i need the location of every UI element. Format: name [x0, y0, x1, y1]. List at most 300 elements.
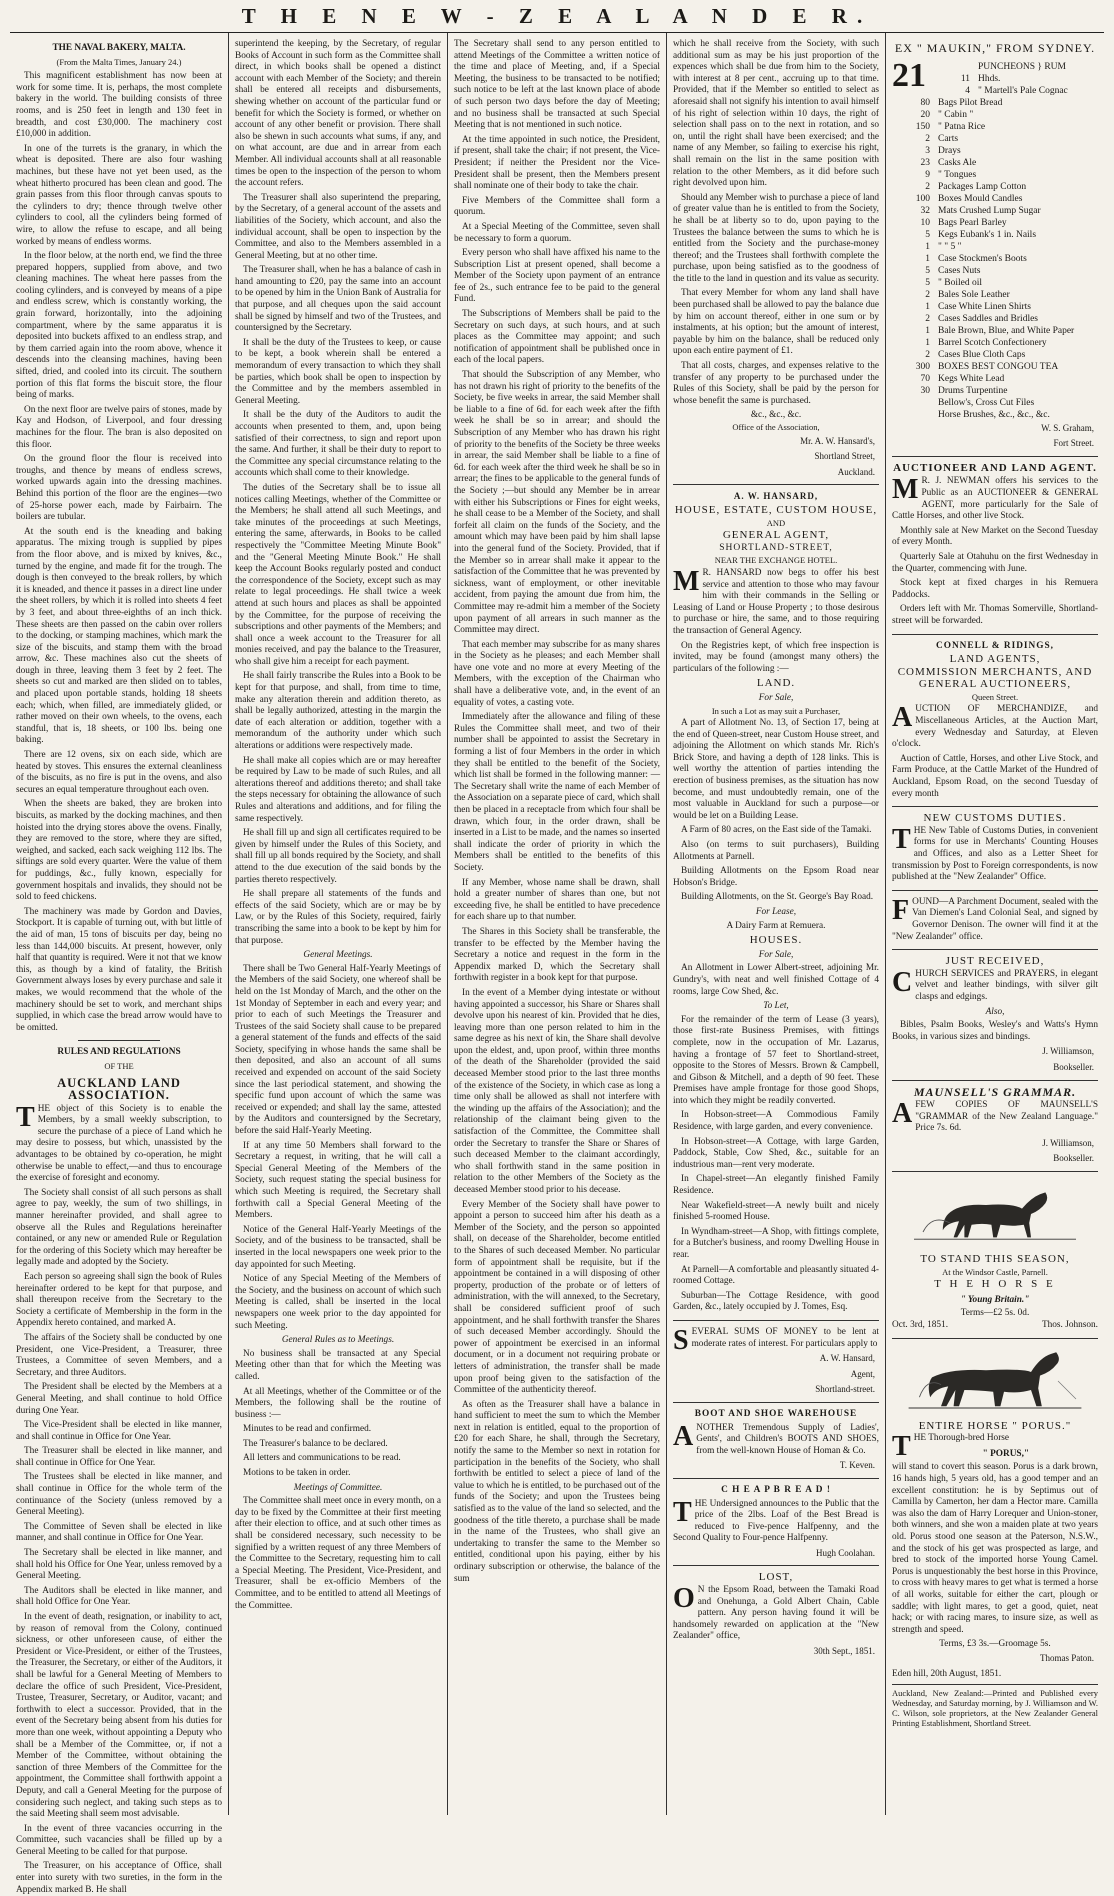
- to-let: To Let,: [763, 1001, 789, 1012]
- hansard-title-2: GENERAL AGENT,: [722, 529, 830, 542]
- graham-sig-1: W. S. Graham,: [1041, 422, 1094, 433]
- paragraph: Minutes to be read and confirmed.: [243, 1424, 372, 1435]
- paragraph: The Trustees shall be elected in like manner, and shall continue in Office for the whole term of the continuance of the Society (unless removed by a General Meeting).: [16, 1472, 222, 1518]
- divider: [673, 1478, 879, 1479]
- rules-of: OF THE: [104, 1060, 134, 1071]
- hansard-street: SHORTLAND-STREET,: [719, 542, 833, 553]
- paragraph: Every Member of the Society shall have power to appoint a person to succeed him after his death as a Member of the Society, and the person so appointed shall, on decease of the Shareholder, become entitled to the Shares of such deceased Member. No particular form of appointment shall be requisite, but if the appointment be contained in a will disposing of other property, production of the probate or of letters of administration, with the will annexed, to the Secretary, shall be considered sufficient proof of such appointment, and he shall forthwith transfer the Shares of such deceased Member accordingly. Should the power of appointment be exercised in an informal document, or in a document not requiring probate or letters of administration, the transfer shall be made upon proof being given to the satisfaction of the Committee of the authenticity thereof.: [454, 1199, 660, 1396]
- rules-body: [16, 1101, 223, 1896]
- dropcap: A: [892, 702, 913, 734]
- paragraph: At a Special Meeting of the Committee, seven shall be necessary to form a quorum.: [454, 221, 660, 244]
- paragraph: Notice of the General Half-Yearly Meetings of the Society, and of the business to be transacted, shall be inserted in the local newspapers one week prior to the day appointed for such Meeting.: [235, 1224, 441, 1270]
- paragraph: Suburban—The Cottage Residence, with good Garden, &c., lately occupied by J. Tomes, Esq.: [673, 1290, 879, 1313]
- divider: [892, 890, 1098, 891]
- cargo-row: [892, 121, 1098, 133]
- office-sig-3: Auckland.: [837, 466, 875, 477]
- land-for-sale: For Sale,: [758, 692, 794, 703]
- cargo-qty: 80: [920, 97, 930, 108]
- divider: [78, 1040, 160, 1041]
- column-2: [228, 33, 447, 1815]
- cargo-qty: 1: [925, 241, 930, 252]
- cargo-item: " Patna Rice: [938, 121, 986, 132]
- cargo-row: [892, 97, 1098, 109]
- paragraph: On the next floor are twelve pairs of stones, made by Kay and Hodson, of Liverpool, and four dressing machines for the flour. The bran is also deposited on this floor.: [16, 404, 222, 450]
- dropcap-a: A: [892, 1098, 913, 1130]
- stand-name: " Young Britain.": [960, 1294, 1030, 1305]
- columns: [10, 33, 1104, 1895]
- paragraph: superintend the keeping, by the Secretary, of regular Books of Account in such form as the Committee shall direct, in which books shall be opened a distinct account with each Member of the Society; and therein shall be entered all receipts and disbursements, shewing whether on account of the particular fund or benefit for which the Society is formed, or whether on account of any other benefit or provision. There shall also be shewn in such accounts what sums, if any, and on what account, are due and in arrear from each Member. All individual accounts shall at all reasonable times be open to the inspection of the person to whom the account refers.: [235, 39, 441, 189]
- cargo-qty: 2: [925, 313, 930, 324]
- cargo-item: " Martell's Pale Cognac: [978, 85, 1068, 96]
- general-meetings-body: [235, 964, 441, 1332]
- cargo-rows: [892, 56, 1098, 421]
- auct-title: AUCTIONEER AND LAND AGENT.: [893, 461, 1097, 474]
- paragraph: Auction of Cattle, Horses, and other Live Stock, and Farm Produce, at the Cattle Market of the Hundred of Auckland, Epsom Road, on the second Tuesday of every month: [892, 753, 1098, 799]
- meetings-committee-title: Meetings of Committee.: [293, 1482, 383, 1493]
- cargo-row: [932, 85, 1098, 97]
- cargo-item: Kegs White Lead: [938, 373, 1005, 384]
- boot-title: BOOT AND SHOE WAREHOUSE: [694, 1408, 858, 1419]
- paragraph: Immediately after the allowance and filing of these Rules the Committee shall meet, and two of their number shall be appointed to assist the Secretary in forming a list of four Members in the order in which they shall be entitled to the benefit of the Society, which list shall be formed in the following manner: —The Secretary shall write the name of each Member of the Association on a separate piece of card, which shall then be placed in a receptacle from which four shall be drawn, which four, in the order drawn, shall be inserted in a List to be made, and the names so inserted shall indicate the order of priority in which the Members shall be entitled to the benefits of this Society.: [454, 712, 660, 873]
- paragraph: The Society shall consist of all such persons as shall agree to pay, weekly, the sum of two shillings, in manner hereinafter provided, and shall agree to observe all the Rules and Regulations hereinafter contained, or any new or amended Rule or Regulation for the ordering of this Society which may hereafter be legally made and adopted by the Society.: [16, 1187, 222, 1268]
- houses-para: An Allotment in Lower Albert-street, adjoining Mr. Gundry's, with neat and well finished Cottage of 4 rooms, large Cow Shed, &c.: [673, 963, 879, 997]
- column-5: [885, 33, 1104, 1815]
- cargo-row: [892, 217, 1098, 229]
- paragraph: The Treasurer, on his acceptance of Office, shall enter into surety with two sureties, in the form in the Appendix marked B. He shall: [16, 1861, 222, 1895]
- cargo-item: Bale Brown, Blue, and White Paper: [938, 325, 1075, 336]
- dairy-line: A Dairy Farm at Remuera.: [726, 920, 826, 931]
- paragraph: The President shall be elected by the Members at a General Meeting, and shall continue to hold Office during One Year.: [16, 1382, 222, 1416]
- divider: [892, 1080, 1098, 1081]
- connell-body: [892, 704, 1098, 800]
- paragraph: In one of the turrets is the granary, in which the wheat is deposited. There are also four washing machines, but these have not yet been used, as the wheat hitherto procured has been clean and good. The grain passes from this floor through canvas spouts to the cylinders to dry; thence through twelve other cylinders to cool, all the cylinders being formed of wire, to allow the refuse to escape, and all being worked by means of endless worms.: [16, 143, 222, 247]
- hansard-and: AND: [766, 517, 786, 528]
- cargo-row: [892, 373, 1098, 385]
- paragraph: Also (on terms to suit purchasers), Building Allotments at Parnell.: [673, 840, 879, 862]
- stand-horse: T H E H O R S E: [934, 1278, 1056, 1291]
- paragraph: All letters and communications to be read.: [243, 1453, 401, 1464]
- church-para: CHURCH SERVICES and PRAYERS, in elegant velvet and leather bindings, with silver gilt clasps and edgings.: [892, 966, 1098, 1002]
- paragraph: When the sheets are baked, they are broken into biscuits, as marked by the docking machines, and then hoisted into the drying stores above the ovens. Finally, they are removed to the store, where they are sifted, weighed, and sacked, each sack weighing 112 lbs. The siftings are sold every quarter. Were the value of them for puddings, &c., fully known, especially for government hospitals and invalids, they should not be sold to feed chickens.: [16, 799, 222, 903]
- paragraph: In Chapel-street—An elegantly finished Family Residence.: [673, 1174, 879, 1197]
- paragraph: There are 12 ovens, six on each side, which are heated by stoves. This ensures the external cleanliness of the biscuits, as no fire is put in the ovens, and also secures an equal temperature throughout each oven.: [16, 750, 222, 795]
- cargo-row: [932, 73, 1098, 85]
- bread-sig: Hugh Coolahan.: [816, 1547, 875, 1558]
- cargo-item: Bales Sole Leather: [938, 289, 1010, 300]
- cargo-row: [892, 289, 1098, 301]
- paragraph: At the south end is the kneading and baking apparatus. The mixing trough is supplied by pipes from the floor above, and is mixed by knives, &c., turned by the engine, and made fit for the trough. The dough is then conveyed to the break rollers, by which it is kneaded, and thence it passes in a direct line under the sheet rollers, by which it is rolled into sheets 4 feet by 3 feet, and about three-eighths of an inch thick. These sheets are then passed on the cabin over rollers to the docking, or stamping machines, which mark the size of the biscuits, and stamp them with the broad arrow, &c. These machines also cut the sheets of dough in three, leaving them 3 feet by 2 feet. The sheets so cut and marked are then slided on to tables, and placed upon portable stands, holding 18 sheets each; which, when filled, are immediately glided, or rather moved on their own wheels, to the ovens, each standful, that is, 18 sheets, or 100 lbs. being one baking.: [16, 526, 222, 746]
- cargo-qty: 20: [920, 109, 930, 120]
- cargo-qty: 5: [925, 265, 930, 276]
- general-rules-title: General Rules as to Meetings.: [281, 1335, 395, 1346]
- hansard-near: NEAR THE EXCHANGE HOTEL.: [714, 555, 838, 566]
- paragraph: On the ground floor the flour is received into troughs, and thence by means of endless screws, worked upwards again into the dressing machines. Behind this portion of the floor are the engines—two of 25-horse power each, made by Fairbairn. The boilers are tubular.: [16, 454, 222, 523]
- dropcap: M: [892, 474, 919, 506]
- paragraph: AUCTION OF MERCHANDIZE, and Miscellaneous Articles, at the Auction Mart, every Wednesday and Saturday, at Eleven o'clock.: [892, 702, 1098, 750]
- cargo-qty: [892, 409, 938, 421]
- cargo-item: Hhds.: [978, 73, 1001, 84]
- paragraph: For the remainder of the term of Lease (3 years), those first-rate Business Premises, with fittings complete, now in the occupation of Mr. Lazarus, having a frontage of 57 feet to Shortland-street, opposite to the Stores of Messrs. Brown & Campbell, and Gibson & Mitchell, and a depth of 90 feet. These Premises have ample frontage for those good Shops, into which they might be readily converted.: [673, 1014, 879, 1106]
- cargo-qty: 10: [920, 217, 930, 228]
- money-sig-2: Agent,: [850, 1368, 875, 1379]
- porus-para: will stand to covert this season. Porus is a dark brown, 16 hands high, 5 years old, has a good temper and an excellent constitution: he is by Septimus out of Camilla by Camerton, her dam a Hector mare. Camilla was also the dam of Harry Lorequer and Union-stoner, both winners, and she won a maiden plate at two years old. Porus stood one season at the Paterson, N.S.W., and the stock of his get was prospected as large, and bred to stock of the imported horse Young Camel. Porus is unquestionably the best horse in this Province, to cross with heavy mares to get what is termed a horse of all works, suitable for either the cart, plough or saddle; with light mares, to get a good, quiet, neat hack; or with racing mares, to insure size, as well as strength and speed.: [892, 1462, 1098, 1635]
- cargo-row: [892, 337, 1098, 349]
- houses-heading: HOUSES.: [749, 934, 803, 947]
- lost-date: 30th Sept., 1851.: [813, 1646, 875, 1657]
- paragraph: Building Allotments, on the St. George's Bay Road.: [681, 892, 874, 903]
- column-3: [447, 33, 666, 1815]
- dropcap-t: T: [892, 823, 911, 855]
- cargo-qty: 2: [925, 181, 930, 192]
- paragraph: Should any Member wish to purchase a piece of land of greater value than he is entitled to from the Society, he shall be at liberty so to do, upon paying to the Trustees the balance between the sums to which he is entitled from the Society and the purchase-money thereof; and the Trustees shall forthwith complete the purchase, upon being satisfied as to the goodness of the title to the land in question and its value as security.: [673, 192, 879, 284]
- porus-horse: THE Thorough-bred Horse: [892, 1431, 1010, 1463]
- paragraph: THE object of this Society is to enable the Members, by a small weekly subscription, to secure the purchase of a piece of Land which he may desire to possess, but which, unassisted by the advantages to be obtained by co-operation, he might otherwise be unable to effect,—and thus to encourage the exercise of foresight and economy.: [16, 1101, 222, 1184]
- cargo-row: [892, 133, 1098, 145]
- paragraph: In the floor below, at the north end, we find the three prepared hoppers, supplied from above, and two cleaning machines. The wheat here passes from the cooling cylinders, and is conveyed by means of a pipe and endless screw, which is constantly working, the grain forward, horizontally, into the adjoining compartment, where by the same apparatus it is deposited into buckets affixed to an endless strap, and by them carried again into the room above, whence it descends into the cleansing machines, having been sifted, dried, and cooled into its circuit. The southern portion of this flat forms the biscuit store, the flour being of marks.: [16, 251, 222, 401]
- paragraph: At all Meetings, whether of the Committee or of the Members, the following shall be the routine of business :—: [235, 1386, 441, 1420]
- connell-sub-3: GENERAL AUCTIONEERS,: [918, 678, 1072, 691]
- paragraph: In Hobson-street—A Cottage, with large Garden, Paddock, Stable, Cow Shed, &c., suitable for an industrious man—rent very moderate.: [673, 1136, 879, 1170]
- cargo-qty: 1: [925, 301, 930, 312]
- paragraph: A part of Allotment No. 13, of Section 17, being at the end of Queen-street, near Custom House street, and adjoining the Allotment on which stands Mr. Rich's Brick Store, and having a depth of 128 links. This is well worthy the attention of parties intending the erection of business premises, as the situation has now become, and must undoubtedly remain, one of the most valuable in Auckland for such a purpose—or would be let on a Building Lease.: [673, 718, 879, 821]
- wm-sig-1: J. Williamson,: [1042, 1046, 1094, 1057]
- stand-footer: [892, 1320, 1098, 1332]
- cargo-item: Horse Brushes, &c., &c., &c.: [938, 409, 1050, 420]
- paragraph: At the time appointed in such notice, the President, if present, shall take the chair; if not present, the Vice-President; if neither the President nor the Vice-President shall be present, then the Members present shall nominate one of their body to take the chair.: [454, 134, 660, 192]
- paragraph: The Auditors shall be elected in like manner, and shall hold Office for One Year.: [16, 1585, 222, 1608]
- cargo-item: Case Stockmen's Boots: [938, 253, 1027, 264]
- cargo-row: [892, 349, 1098, 361]
- money-sig-3: Shortland-street.: [815, 1384, 875, 1395]
- divider: [673, 1402, 879, 1403]
- stand-at: At the Windsor Castle, Parnell.: [942, 1266, 1048, 1277]
- gr-sig-2: Bookseller.: [1053, 1153, 1094, 1164]
- dropcap-t: T: [892, 1431, 911, 1463]
- cargo-qty: 2: [925, 289, 930, 300]
- cargo-qty: 1: [925, 337, 930, 348]
- divider: [892, 1338, 1098, 1339]
- divider: [892, 949, 1098, 950]
- paragraph: In the event of death, resignation, or inability to act, by reason of removal from the Colony, continued sickness, or other unforeseen cause, of either the President or Vice-President, or either of the Trustees, the Treasurer, the Secretary, or either of the Auditors, it shall be lawful for a General Meeting of Members to declare the office of such President, Vice-President, Trustee, Treasurer, Secretary, or Auditor, vacant; and forthwith to elect a successor. Provided, that in the event of the Secretary being absent from his duties for more than one week, without appointing a Deputy who shall be a Member of the Committee, or, if not a Member of the Committee, without obtaining the sanction of three Members of the Committee for the appointment, the Committee shall forthwith appoint a Deputy, and call a General Meeting for the purpose of considering such neglect, and taking such steps as to the said Meeting shall seem most advisable.: [16, 1612, 222, 1820]
- paragraph: In the event of three vacancies occurring in the Committee, such vacancies shall be filled up by a General Meeting to be called for that purpose.: [16, 1823, 222, 1857]
- paragraph: It shall be the duty of the Trustees to keep, or cause to be kept, a book wherein shall be entered a memorandum of every transaction to which they shall be parties, which book shall be open to inspection by the Committee and by the members assembled in General Meeting.: [235, 337, 441, 406]
- stand-sig: Thos. Johnson.: [1041, 1320, 1098, 1331]
- cargo-item: Kegs Eubank's 1 in. Nails: [938, 229, 1037, 240]
- paragraph: He shall prepare all statements of the funds and effects of the said Society, which are or may be by Law, or by the Rules of this Society, required, fairly transcribing the same into a book to be kept by him for that purpose.: [235, 889, 441, 946]
- cargo-list: [892, 56, 1098, 421]
- cargo-qty: 23: [920, 157, 930, 168]
- paragraph: which he shall receive from the Society, with such additional sum as may be his just proportion of the expences which shall be due from him to the Society, with interest at 8 per cent., accruing up to that time. Provided, that if the Member so entitled to select as aforesaid shall not signify his intention to avail himself of his right of selection within 10 days, the right of selection shall pass on to the next in rotation, and so on, until the right shall have been exercised; and the name of any Member, so failing to exercise his right, shall remain on the list in the same position with relation to the other Members, as it did before such right devolved upon him.: [673, 39, 879, 189]
- meetings-committee-body: [235, 1496, 441, 1612]
- cargo-item: Casks Ale: [938, 157, 977, 168]
- paragraph: If at any time 50 Members shall forward to the Secretary a request, in writing, that he will call a Special General Meeting of the Members of the Society, such request stating the special business for which such Meeting is required, the Secretary shall forthwith call a Special General Meeting of the Members.: [235, 1140, 441, 1221]
- cargo-qty: 70: [920, 373, 930, 384]
- cargo-item: " " 5 ": [938, 241, 962, 252]
- cargo-row: [892, 241, 1098, 253]
- cargo-row: [892, 157, 1098, 169]
- paragraph: In Hobson-street—A Commodious Family Residence, with large garden, and every convenience.: [673, 1110, 879, 1133]
- cargo-row: [932, 61, 1098, 73]
- grammar-para: AFEW COPIES OF MAUNSELL'S "GRAMMAR of the New Zealand Language." Price 7s. 6d.: [892, 1098, 1098, 1134]
- cargo-row: [892, 205, 1098, 217]
- cargo-qty: 2: [925, 349, 930, 360]
- divider: [673, 484, 879, 485]
- paragraph: As often as the Treasurer shall have a balance in hand sufficient to meet the sum to which the Member next in relation is entitled, equal to the proportion of £20 for each Share, he shall, through the Secretary, notify the same to the Member so next in rotation for participation in the benefits of the Society, who shall forthwith be entitled to select a piece of land of the value to which he is entitled, to be purchased out of the funds of the Society; and upon the Trustees being satisfied as to the value of the land so selected, and the goodness of the title thereto, a purchase shall be made in the name of the Trustees, who shall give an undertaking to transfer the same to the Member so entitled, conditional upon his paying, either by his ordinary subscription or otherwise, the balance of the sum: [454, 1399, 660, 1584]
- office-sig-2: Shortland Street,: [814, 451, 875, 462]
- cargo-item: Cases Blue Cloth Caps: [938, 349, 1026, 360]
- paragraph: He shall fill up and sign all certificates required to be given by himself under the Rules of this Society, and shall fill up all bonds required by the Society, and shall attend to the due execution of the said bonds by the parties thereto respectively.: [235, 828, 441, 885]
- money-sig-1: A. W. Hansard,: [819, 1353, 875, 1364]
- paragraph: The Committee of Seven shall be elected in like manner, and shall continue in Office for One Year.: [16, 1521, 222, 1544]
- cargo-row: [892, 361, 1098, 373]
- connell-sub-1: LAND AGENTS,: [949, 653, 1041, 666]
- paragraph: Five Members of the Committee shall form a quorum.: [454, 195, 660, 218]
- rules-body-4: [673, 39, 879, 407]
- lot-note: In such a Lot as may suit a Purchaser,: [711, 706, 841, 717]
- rules-body-3: [454, 39, 660, 1585]
- stand-date: Oct. 3rd, 1851.: [892, 1320, 949, 1331]
- cargo-item: Mats Crushed Lump Sugar: [938, 205, 1041, 216]
- paragraph: Orders left with Mr. Thomas Somerville, Shortland-street will be forwarded.: [892, 604, 1098, 626]
- divider: [673, 1565, 879, 1566]
- cargo-qty: 150: [915, 121, 930, 132]
- paragraph: That every Member for whom any land shall have been purchased shall be allowed to pay the balance due by him on account thereof, either in one sum or by instalments, at his option; but the amount of interest, payable by him on the balance, shall be reduced only upon each entire payment of £1.: [673, 288, 879, 357]
- printer-imprint: Auckland, New Zealand:—Printed and Published every Wednesday, and Saturday morning, by J. Williamson and W. C. Wilson, sole proprietors, at the New Zealander General Printing Establishment, Shortland Street.: [892, 1684, 1098, 1728]
- cargo-row: [892, 397, 1098, 409]
- cargo-row: [892, 109, 1098, 121]
- bakery-source: (From the Malta Times, January 24.): [56, 56, 182, 67]
- cargo-item: Drays: [938, 145, 961, 156]
- cargo-qty: 100: [915, 193, 930, 204]
- cargo-row: [892, 229, 1098, 241]
- gr-sig-1: J. Williamson,: [1042, 1137, 1094, 1148]
- cargo-qty: 2: [925, 133, 930, 144]
- paragraph: He shall make all copies which are or may hereafter be required by Law to be made of such Rules, and all alterations thereof and additions thereto; and shall take the steps necessary for obtaining the allowance of such Rules and alterations and additions, and for filing the same respectively.: [235, 755, 441, 824]
- porus-sig: Thomas Paton.: [1040, 1652, 1094, 1663]
- paragraph: On the Registries kept, of which free inspection is invited, may be found (amongst many others) the particulars of the following :—: [673, 640, 879, 674]
- paragraph: The Secretary shall send to any person entitled to attend Meetings of the Committee a written notice of the time and place of Meeting, and, if a Special Meeting, the business to be transacted to be notified; such notice to be left at the last known place of abode of such person two days before the day of Meeting; and no business shall be transacted at such Special Meeting that is not mentioned in such notice.: [454, 39, 660, 131]
- paragraph: The Treasurer shall also superintend the preparing, by the Secretary, of a general account of the assets and liabilities of the Society, which account, and also the individual account, shall be open to inspection by the Committee, and also to the Members assembled in a General Meeting, but at no other time.: [235, 192, 441, 261]
- divider: [673, 1320, 879, 1321]
- cargo-qty: 1: [925, 253, 930, 264]
- dropcap: T: [16, 1101, 35, 1133]
- cargo-qty: 1: [925, 325, 930, 336]
- stand-title: TO STAND THIS SEASON,: [920, 1253, 1070, 1266]
- porus-date: Eden hill, 20th August, 1851.: [892, 1668, 1002, 1679]
- paragraph: If any Member, whose name shall be drawn, shall hold a greater number of shares than one, but not exceeding five, he shall be entitled to have precedence for each share up to that number.: [454, 877, 660, 923]
- land-heading: LAND.: [756, 677, 796, 690]
- divider: [892, 1171, 1098, 1172]
- general-rules-body: [235, 1349, 441, 1480]
- divider: [892, 456, 1098, 457]
- paragraph: Building Allotments on the Epsom Road near Hobson's Bridge.: [673, 866, 879, 888]
- cargo-item: BOXES BEST CONGOU TEA: [938, 361, 1059, 372]
- paragraph: Monthly sale at New Market on the Second Tuesday of every Month.: [892, 525, 1098, 548]
- rules-title: RULES AND REGULATIONS: [57, 1047, 181, 1058]
- grammar-title: MAUNSELL'S GRAMMAR.: [913, 1084, 1077, 1099]
- cargo-row: [892, 385, 1098, 397]
- dropcap-f: F: [892, 894, 910, 926]
- cargo-row: [892, 325, 1098, 337]
- cargo-qty: 5: [925, 277, 930, 288]
- cargo-qty: 11: [960, 73, 970, 84]
- porus-terms: Terms, £3 3s.—Groomage 5s.: [939, 1639, 1051, 1650]
- cargo-big-number: 21: [892, 56, 926, 94]
- paragraph: That should the Subscription of any Member, who has not drawn his right of priority to the benefits of the Society, be five weeks in arrear, the said Member shall be liable to a fine of 6d. for each week after the fifth week he shall be so in arrear; and should the Subscription of any Member who has drawn his right of priority to the benefits of the Society be three weeks in arrear, the said Member shall be liable to a fine of 6d. for each week after the third week he shall be so in arrear; the fines to be applicable to the general funds of the Society ;—but should any Member be in arrear with either his Subscriptions or Fines for eight weeks, he shall cease to be a Member of the Society, and shall forfeit all claim on the funds of the Society, and the amount which may have been paid by him shall lapse into the general fund of the Society. Provided, that if the Member so in arrear shall make it appear to the satisfaction of the Committee that he was prevented by sickness, want of employment, or other inevitable accident, from paying the amount due from him, the Committee may re-admit him a member of the Society upon payment of all arrears in such manner as the Committee may direct.: [454, 370, 660, 636]
- paragraph: That each member may subscribe for as many shares in the Society as he pleases; and each Member shall have one vote and no more at every Meeting of the Members, with the exception of the Chairman who shall have a deliberative vote, and, in the event of an equality of votes, a casting vote.: [454, 639, 660, 708]
- auct-body: [892, 476, 1098, 627]
- hansard-body: [673, 565, 879, 675]
- money-para: SEVERAL SUMS OF MONEY to be lent at moderate rates of interest. For particulars apply to: [673, 1324, 879, 1356]
- paragraph: The Treasurer's balance to be declared.: [243, 1438, 388, 1449]
- dropcap-s: S: [673, 1324, 689, 1356]
- cargo-row: [892, 253, 1098, 265]
- ex-maukin-heading: EX " MAUKIN," FROM SYDNEY.: [894, 41, 1096, 55]
- column-4: [666, 33, 885, 1815]
- paragraph: Each person so agreeing shall sign the book of Rules hereinafter ordered to be kept for that purpose, and shall thereupon receive from the Secretary to the Society a certificate of Membership in the form in the Appendix hereto contained, and marked A.: [16, 1271, 222, 1329]
- rules-assoc: AUCKLAND LAND ASSOCIATION.: [57, 1076, 181, 1103]
- paragraph: The affairs of the Society shall be conducted by one President, one Vice-President, a Treasurer, three Trustees, a Committee of seven Members, and a Secretary, and three Auditors.: [16, 1332, 222, 1378]
- cargo-row: [892, 169, 1098, 181]
- cargo-item: Drums Turpentine: [938, 385, 1008, 396]
- etc-line: &c., &c., &c.: [750, 410, 802, 421]
- paragraph: The Treasurer shall be elected in like manner, and shall continue in Office for One Year.: [16, 1446, 222, 1468]
- boot-para: ANOTHER Tremendous Supply of Ladies', Gents', and Children's BOOTS AND SHOES, from the well-known House of Homan & Co.: [673, 1420, 879, 1456]
- paragraph: He shall fairly transcribe the Rules into a Book to be kept for that purpose, and shall, from time to time, make any alteration therein and addition thereto, as shall be legally authorized, attesting in the margin the date of each alteration or addition, together with a memorandum of the authority under which such alterations or additions were respectively made.: [235, 671, 441, 752]
- paragraph: The Shares in this Society shall be transferable, the transfer to be effected by the Member having the Secretary a notice and request in the form in the Appendix marked D, which the Secretary shall forthwith register in a book kept for that purpose.: [454, 926, 660, 984]
- bakery-title: THE NAVAL BAKERY, MALTA.: [52, 43, 186, 53]
- paragraph: The machinery was made by Gordon and Davies, Stockport. It is capable of turning out, with but little of the aid of man, 15 tons of biscuits per day, being no less than 144,000 biscuits. At present, however, only half that quantity is required. Were it not that we know this, as though by a kind of fatality, the British Government always loses by every purchase and sale it makes, we would recommend that the whole of the machinery should be set to work, and merchant ships supplied, in which case the bread arrow would have to be omitted.: [16, 906, 222, 1033]
- paragraph: The Secretary shall be elected in like manner, and shall hold his Office for One Year, unless removed by a General Meeting.: [16, 1548, 223, 1582]
- paragraph: That all costs, charges, and expenses relative to the transfer of any property to be purchased under the Rules of this Society, shall be paid by the person for whose benefit the same is purchased.: [673, 361, 879, 406]
- rules-body-2: [235, 39, 441, 947]
- lost-para: O N the Epsom Road, between the Tamaki Road and Onehunga, a Gold Albert Chain, Cable pattern. Any person having found it will be handsomely rewarded on application at the "New Zealander" office,: [673, 1583, 879, 1642]
- lost-title: LOST,: [758, 1571, 794, 1584]
- paragraph: Near Wakefield-street—A newly built and nicely finished 5-roomed House.: [673, 1200, 879, 1223]
- boot-sig: T. Keven.: [839, 1460, 875, 1471]
- paragraph: At Parnell—A comfortable and pleasantly situated 4-roomed Cottage.: [673, 1264, 879, 1287]
- paragraph: Motions to be taken in order.: [243, 1468, 351, 1479]
- cargo-qty: 300: [915, 361, 930, 372]
- customs-para: THE New Table of Customs Duties, in convenient forms for use in Merchants' Counting Houses and Offices, and also as a Letter Sheet for transmission by Post to Foreign correspondents, is now published at the "New Zealander" Office.: [892, 823, 1098, 883]
- hansard-title-1: HOUSE, ESTATE, CUSTOM HOUSE,: [674, 503, 878, 516]
- cargo-item: Cases Saddles and Bridles: [938, 313, 1039, 324]
- general-meetings-title: General Meetings.: [303, 950, 373, 961]
- porus-name: " PORUS,": [982, 1448, 1030, 1459]
- houses-for-sale: For Sale,: [758, 949, 794, 960]
- bibles-para: Bibles, Psalm Books, Wesley's and Watts's Hymn Books, in various sizes and bindings.: [892, 1020, 1098, 1042]
- cargo-qty: 9: [925, 169, 930, 180]
- paragraph: No business shall be transacted at any Special Meeting other than that for which the Meeting was called.: [235, 1348, 441, 1382]
- wm-sig-2: Bookseller.: [1053, 1061, 1094, 1072]
- office-line: Office of the Association,: [732, 422, 820, 432]
- dropcap-a: A: [673, 1420, 694, 1452]
- porus-title: ENTIRE HORSE " PORUS.": [918, 1419, 1072, 1432]
- bread-title: C H E A P B R E A D !: [721, 1484, 831, 1495]
- paragraph: A Farm of 80 acres, on the East side of the Tamaki.: [681, 825, 872, 836]
- paragraph: There shall be Two General Half-Yearly Meetings of the Members of the said Society, one whereof shall be held on the 1st Monday of March, and the other on the 1st Monday of September in each and every year; and prior to each of such Meetings the Treasurer and Trustees of the said Society shall cause to be prepared a general statement of the funds and effects of the said Society, specifying in whose hands the same shall be then deposited, and also an account of all sums received and expended on account of the said Society since the last periodical statement, and showing the specific fund upon account of which the same was received or expended; and shall lay the same, attested by the Auditors and countersigned by the Secretary, before the said Half-Yearly Meeting.: [235, 963, 441, 1137]
- cargo-row: [892, 313, 1098, 325]
- graham-sig-2: Fort Street.: [1053, 438, 1094, 449]
- bread-para: THE Undersigned announces to the Public that the price of the 2lbs. Loaf of the Best Bread is reduced to Five-pence Halfpenny, and the Second Quality to Four-pence Halfpenny.: [673, 1496, 879, 1544]
- for-lease: For Lease,: [755, 906, 797, 917]
- hansard-name: A. W. HANSARD,: [733, 491, 819, 502]
- stand-terms: Terms—£2 5s. 0d.: [960, 1308, 1030, 1319]
- dropcap: M: [673, 565, 700, 597]
- paragraph: M R. J. NEWMAN offers his services to the Public as an AUCTIONEER & GENERAL AGENT, more particularly for the Sale of Cattle Horses, and other live Stock.: [892, 474, 1098, 522]
- paragraph: M R. HANSARD now begs to offer his best service and attention to those who may favour him with their commands in the Selling or Leasing of Land or House Property ; to those desirous to purchase or hire, the same, and to those requiring the transaction of General Agency.: [673, 565, 879, 636]
- paragraph: Notice of any Special Meeting of the Members of the Society, and the business on account of which such Meeting is called, shall be inserted in the local newspapers one week prior to the day appointed for such Meeting.: [235, 1274, 441, 1331]
- cargo-row: [892, 409, 1098, 421]
- cargo-item: Cases Nuts: [938, 265, 981, 276]
- connell-title: CONNELL & RIDINGS,: [936, 640, 1054, 651]
- horse-engraving-1-icon: [892, 1178, 1098, 1250]
- office-sig-1: Mr. A. W. Hansard's,: [800, 435, 875, 446]
- paragraph: The duties of the Secretary shall be to issue all notices calling Meetings, whether of the Committee or the Members; he shall attend all such Meetings, and take minutes of the proceedings at such Meetings, entering the same, afterwards, in Books to be called respectively the "Committee Meeting Minute Book" and the "General Meeting Minute Book." He shall keep the Account Books regularly posted and conduct the correspondence of the Society, except such as may relate to legal proceedings. He shall twice a week attend at such hours and places as shall be appointed by the Committee, for the purpose of receiving the subscriptions and other payments of the Members; and shall once a week account to the Treasurer for all monies received, and pay the balance to the Treasurer, who shall give him a receipt for each payment.: [235, 482, 441, 667]
- divider: [892, 634, 1098, 635]
- paragraph: This magnificent establishment has now been at work for some time. It is, perhaps, the most complete bakery in the world. The building consists of three rooms, and is 250 feet in length and 130 feet in breadth, and cost £30,000. The machinery cost £10,000 in addition.: [16, 71, 222, 140]
- cargo-row: [892, 193, 1098, 205]
- cargo-item: Barrel Scotch Confectionery: [938, 337, 1047, 348]
- cargo-row: [892, 145, 1098, 157]
- paragraph: In Wyndham-street—A Shop, with fittings complete, for a Butcher's business, and roomy Dwelling House in rear.: [673, 1226, 879, 1260]
- cargo-item: Case White Linen Shirts: [938, 301, 1031, 312]
- paragraph: The Vice-President shall be elected in like manner, and shall continue in Office for One Year.: [16, 1420, 222, 1442]
- cargo-item: " Tongues: [938, 169, 977, 180]
- cargo-item: PUNCHEONS } RUM: [978, 61, 1066, 72]
- cargo-row: [892, 181, 1098, 193]
- cargo-qty: 30: [920, 385, 930, 396]
- cargo-row: [892, 301, 1098, 313]
- cargo-qty: 3: [925, 145, 930, 156]
- found-para: FOUND—A Parchment Document, sealed with the Van Diemen's Land Colonial Seal, and signed by Governor Denison. The owner will find it at the "New Zealander" office.: [892, 894, 1099, 942]
- paragraph: In the event of a Member dying intestate or without having appointed a successor, his Share or Shares shall devolve upon his nearest of kin. Provided that he dies, leaving more than one person related to him in the same degree as his next of kin, the Share shall devolve upon the eldest, and, upon proof, within three months of the death of the Shareholder (provided the said deceased Member stood prior to the last three months of the existence of the Society, in which case as long a time only shall be allowed as shall not interfere with the winding up the affairs of the Association); and the relationship of the claimant being given to the satisfaction of the Committee, the Committee shall order the Secretary to transfer the Share or Shares of such deceased Member to the claimant accordingly, who shall forthwith stand in the same position in relation to the other Members of the Society as the deceased Member stood prior to his decease.: [454, 987, 660, 1195]
- customs-title: NEW CUSTOMS DUTIES.: [923, 812, 1067, 825]
- dropcap-t: T: [673, 1496, 692, 1528]
- just-received: JUST RECEIVED,: [945, 955, 1045, 968]
- paragraph: It shall be the duty of the Auditors to audit the accounts when presented to them, and, upon being satisfied of their correctness, to sign and report upon the same. And further, it shall be their duty to report to the Committee any special circumstance relating to the accounts which shall come to their knowledge.: [235, 410, 441, 479]
- cargo-qty: 5: [925, 229, 930, 240]
- cargo-item: " Boiled oil: [938, 277, 982, 288]
- cargo-item: Bags Pilot Bread: [938, 97, 1003, 108]
- cargo-item: Bellow's, Cross Cut Files: [938, 397, 1035, 408]
- cargo-qty: [892, 397, 938, 409]
- paragraph: Every person who shall have affixed his name to the Subscription List at present opened, shall become a Member of the Society upon payment of an entrance fee of 2s., such entrance fee to be paid to the general Fund.: [454, 248, 660, 305]
- paragraph: The Treasurer shall, when he has a balance of cash in hand amounting to £20, pay the same into an account to be opened by him in the Union Bank of Australia for that purpose, and all cheques upon the said account shall be signed by himself and two of the Trustees, and countersigned by the Secretary.: [235, 265, 442, 334]
- masthead: T H E N E W - Z E A L A N D E R.: [10, 0, 1104, 33]
- dropcap-o: O: [673, 1583, 695, 1615]
- paragraph: Quarterly Sale at Otahuhu on the first Wednesday in the Quarter, commencing with June.: [892, 551, 1098, 574]
- dropcap-c: C: [892, 966, 913, 998]
- cargo-row: [892, 265, 1098, 277]
- cargo-item: Packages Lamp Cotton: [938, 181, 1027, 192]
- also: Also,: [985, 1006, 1005, 1017]
- connell-sub-4: Queen Street.: [971, 691, 1019, 702]
- cargo-qty: 4: [965, 85, 970, 96]
- paragraph: Stock kept at fixed charges in his Remuera Paddocks.: [892, 578, 1098, 600]
- land-body: [673, 718, 879, 904]
- cargo-item: " Cabin ": [938, 109, 974, 120]
- horse-engraving-2-icon: [892, 1345, 1098, 1417]
- column-1: [10, 33, 228, 1895]
- paragraph: The Committee shall meet once in every month, on a day to be fixed by the Committee at their first meeting after their election to office, and at such other times as shall be considered necessary, such necessity to be signified by a written request of any three Members of the Committee to the Secretary, requesting him to call a Special Meeting. The President, Vice-President, and Treasurer, shall be ex-officio Members of the Committee, and to be entitled to attend all Meetings of the Committee.: [235, 1496, 441, 1611]
- cargo-item: Boxes Mould Candles: [938, 193, 1023, 204]
- cargo-row: [892, 277, 1098, 289]
- divider: [892, 806, 1098, 807]
- bakery-body: [16, 71, 222, 1034]
- cargo-qty: 32: [920, 205, 930, 216]
- let-body: [673, 1015, 879, 1314]
